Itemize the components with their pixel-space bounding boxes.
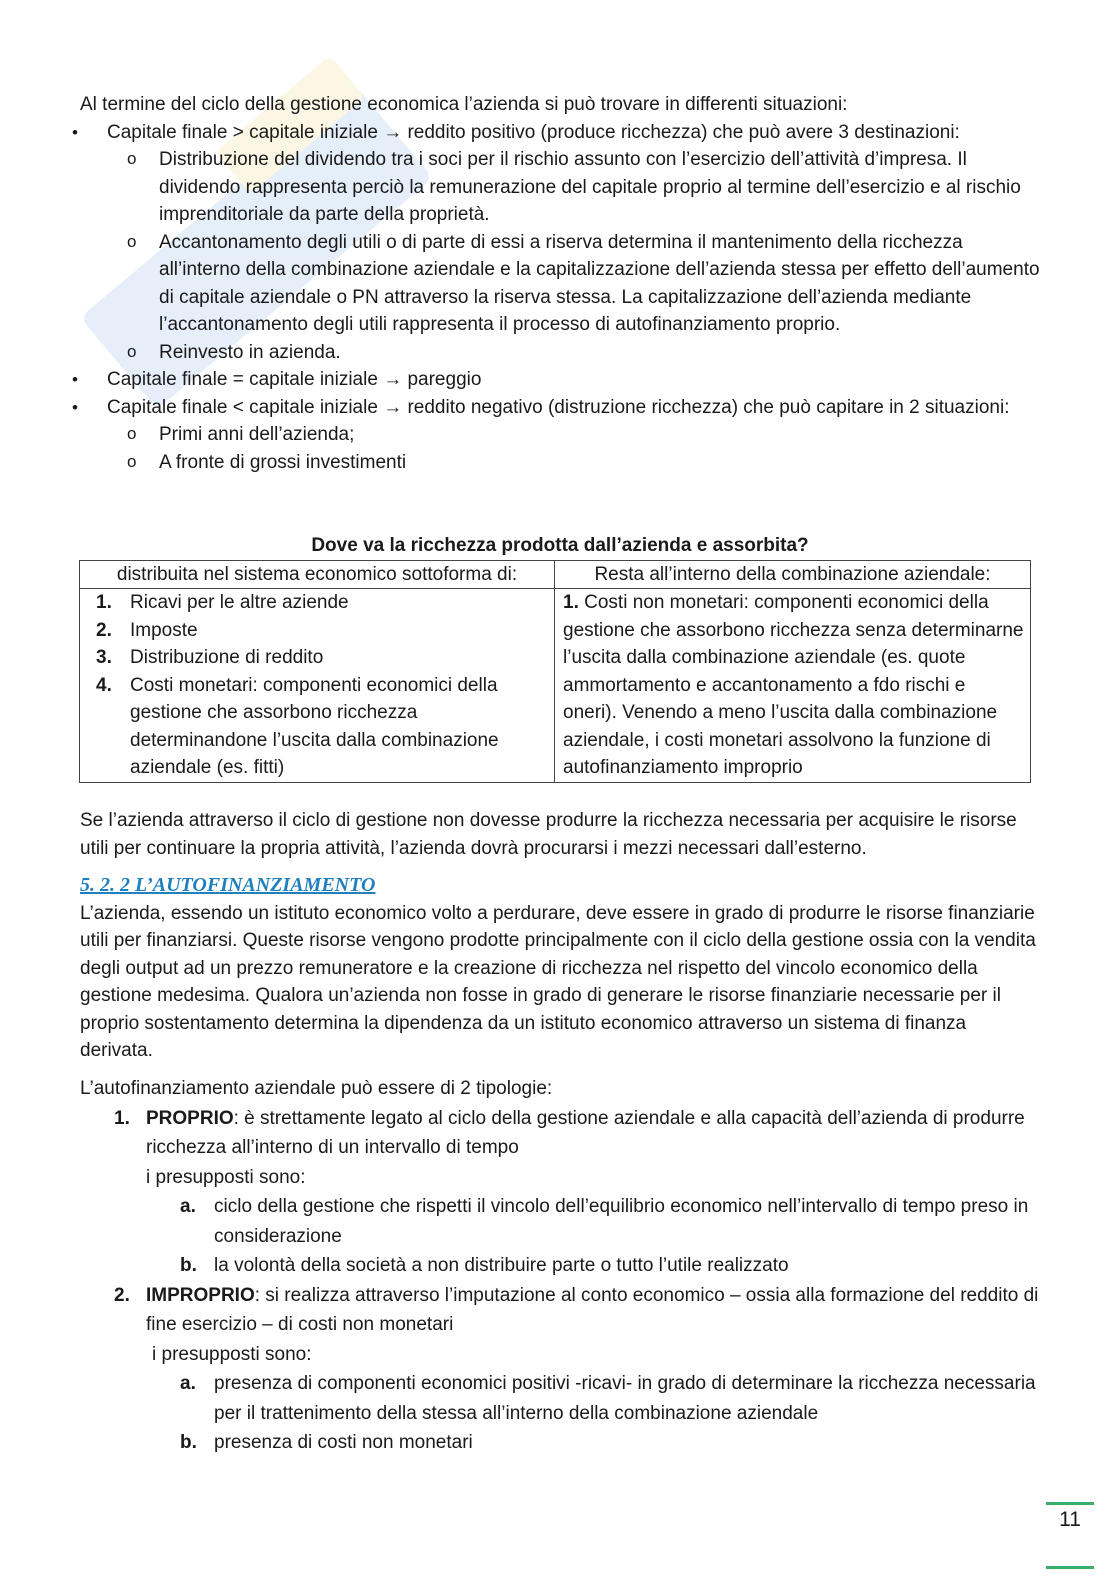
wealth-table-section bbox=[80, 532, 1040, 783]
table-header-row bbox=[80, 560, 1031, 589]
case-positive-text: Capitale finale > capitale iniziale → reddito positivo (produce ricchezza) che può avere 3 destinazioni: bbox=[107, 121, 960, 143]
list-item bbox=[88, 589, 548, 617]
positive-destinations-list bbox=[80, 146, 1040, 366]
item-text: ciclo della gestione che rispetti il vincolo dell’equilibrio economico nell’intervallo di tempo preso in considerazione bbox=[214, 1196, 1029, 1247]
types-list-2 bbox=[80, 1281, 1040, 1340]
item-number: 2. bbox=[114, 1284, 130, 1306]
list-item: o Reinvesto in azienda. bbox=[80, 339, 1040, 367]
item-number: 1. bbox=[96, 592, 112, 613]
page-number: 11 bbox=[1046, 1502, 1094, 1532]
negative-situations-list bbox=[80, 421, 1040, 476]
item-letter: b. bbox=[180, 1255, 197, 1276]
type-text: : si realizza attraverso l’imputazione al conto economico – ossia alla formazione del reddito di fine esercizio – di costi non monetari bbox=[146, 1284, 1039, 1335]
item-text: Costi non monetari: componenti economici della gestione che assorbono ricchezza senza determinarne l’uscita dalla combinazione aziendale (es. quote ammortamento e accantonamento a fdo rischi e oneri). Venendo a meno l’uscita dalla combinazione aziendale, i costi monetari assolvono la funzione di autofinanziamento improprio bbox=[563, 592, 1024, 778]
item-text: Ricavi per le altre aziende bbox=[130, 592, 349, 613]
after-table-paragraph: Se l’azienda attraverso il ciclo di gestione non dovesse produrre la ricchezza necessaria per acquisire le risorse utili per continuare la propria attività, l’azienda dovrà procurarsi i mezzi necessari dall’esterno. bbox=[80, 810, 1017, 859]
item-letter: b. bbox=[180, 1432, 197, 1453]
distribuita-list bbox=[88, 589, 548, 782]
case-negative bbox=[80, 394, 1040, 477]
list-item bbox=[88, 617, 548, 645]
item-letter: a. bbox=[180, 1196, 196, 1217]
cases-list bbox=[80, 119, 1040, 477]
types-intro: L’autofinanziamento aziendale può essere di 2 tipologie: bbox=[80, 1078, 553, 1099]
list-item bbox=[80, 1251, 1040, 1281]
section-paragraph: L’azienda, essendo un istituto economico volto a perdurare, deve essere in grado di produrre le risorse finanziarie utili per finanziarsi. Queste risorse vengono prodotte principalmente con il ciclo della gestione ossia con la vendita degli output ad un prezzo remuneratore e la creazione di ricchezza nel rispetto del vincolo economico della gestione medesima. Qualora un’azienda non fosse in grado di generare le risorse finanziarie necessarie per il proprio sostentamento determina la dipendenza da un istituto economico attraverso un sistema di finanza derivata. bbox=[80, 902, 1036, 1061]
list-item: o Distribuzione del dividendo tra i soci per il rischio assunto con l’esercizio dell’attività d’impresa. Il dividendo rappresenta perciò la remunerazione del capitale proprio al termine dell’esercizio e al rischio imprenditoriale da parte della proprietà. bbox=[80, 146, 1040, 229]
item-text: presenza di costi non monetari bbox=[214, 1432, 473, 1453]
proprio-presupposti-list bbox=[80, 1192, 1040, 1281]
list-item: o Accantonamento degli utili o di parte di essi a riserva determina il mantenimento della ricchezza all’interno della combinazione aziendale e la capitalizzazione dell’azienda stessa per effetto dell’aumento di capitale aziendale o PN attraverso la riserva stessa. La capitalizzazione dell’azienda mediante l’accantonamento degli utili rappresenta il processo di autofinanziamento proprio. bbox=[80, 229, 1040, 339]
item-text: Imposte bbox=[130, 619, 198, 641]
item-number: 3. bbox=[96, 647, 112, 668]
table-row bbox=[80, 589, 1031, 783]
case-positive bbox=[80, 119, 1040, 367]
case-breakeven: • Capitale finale = capitale iniziale → pareggio bbox=[80, 366, 1040, 394]
list-item bbox=[80, 1369, 1040, 1428]
table-cell-distribuita bbox=[80, 589, 555, 783]
table-cell-resta bbox=[555, 589, 1031, 783]
type-label: IMPROPRIO bbox=[146, 1284, 255, 1306]
list-item: o A fronte di grossi investimenti bbox=[80, 449, 1040, 477]
type-proprio bbox=[80, 1104, 1040, 1163]
list-item bbox=[80, 1192, 1040, 1251]
item-number: 1. bbox=[114, 1107, 130, 1129]
improprio-presupposti-list bbox=[80, 1369, 1040, 1458]
item-text: Distribuzione di reddito bbox=[130, 647, 324, 668]
intro-paragraph: Al termine del ciclo della gestione economica l’azienda si può trovare in differenti situazioni: bbox=[80, 94, 848, 115]
page-number-underline bbox=[1046, 1566, 1094, 1569]
table-header-distribuita: distribuita nel sistema economico sottoforma di: bbox=[80, 560, 555, 589]
section-heading: 5. 2. 2 L’AUTOFINANZIAMENTO bbox=[80, 874, 376, 896]
intro-section bbox=[80, 91, 1040, 476]
case-negative-text: Capitale finale < capitale iniziale → reddito negativo (distruzione ricchezza) che può capitare in 2 situazioni: bbox=[107, 396, 1010, 418]
item-letter: a. bbox=[180, 1373, 196, 1394]
list-item bbox=[88, 672, 548, 782]
item-number: 4. bbox=[96, 674, 112, 696]
item-text: Costi monetari: componenti economici della gestione che assorbono ricchezza determinandone l’uscita dalla combinazione aziendale (es. fitti) bbox=[130, 674, 499, 778]
table-title: Dove va la ricchezza prodotta dall’azienda e assorbita? bbox=[311, 535, 809, 556]
type-text: : è strettamente legato al ciclo della gestione aziendale e alla capacità dell’azienda di produrre ricchezza all’interno di un intervallo di tempo bbox=[146, 1107, 1025, 1158]
wealth-table bbox=[79, 560, 1031, 783]
list-item bbox=[80, 1428, 1040, 1458]
item-number: 2. bbox=[96, 619, 112, 641]
type-improprio bbox=[80, 1281, 1040, 1340]
types-section bbox=[80, 1074, 1040, 1458]
list-item bbox=[88, 644, 548, 672]
presupposti-label: i presupposti sono: bbox=[152, 1343, 312, 1365]
table-header-resta: Resta all’interno della combinazione aziendale: bbox=[555, 560, 1031, 589]
item-number: 1. bbox=[563, 592, 579, 613]
types-list bbox=[80, 1104, 1040, 1163]
item-text: presenza di componenti economici positivi -ricavi- in grado di determinare la ricchezza necessaria per il trattenimento della stessa all’interno della combinazione aziendale bbox=[214, 1373, 1036, 1424]
autofinanziamento-section bbox=[80, 872, 1040, 1065]
presupposti-label: i presupposti sono: bbox=[146, 1166, 306, 1188]
type-label: PROPRIO bbox=[146, 1107, 234, 1129]
list-item: o Primi anni dell’azienda; bbox=[80, 421, 1040, 449]
item-text: la volontà della società a non distribuire parte o tutto l’utile realizzato bbox=[214, 1255, 789, 1276]
